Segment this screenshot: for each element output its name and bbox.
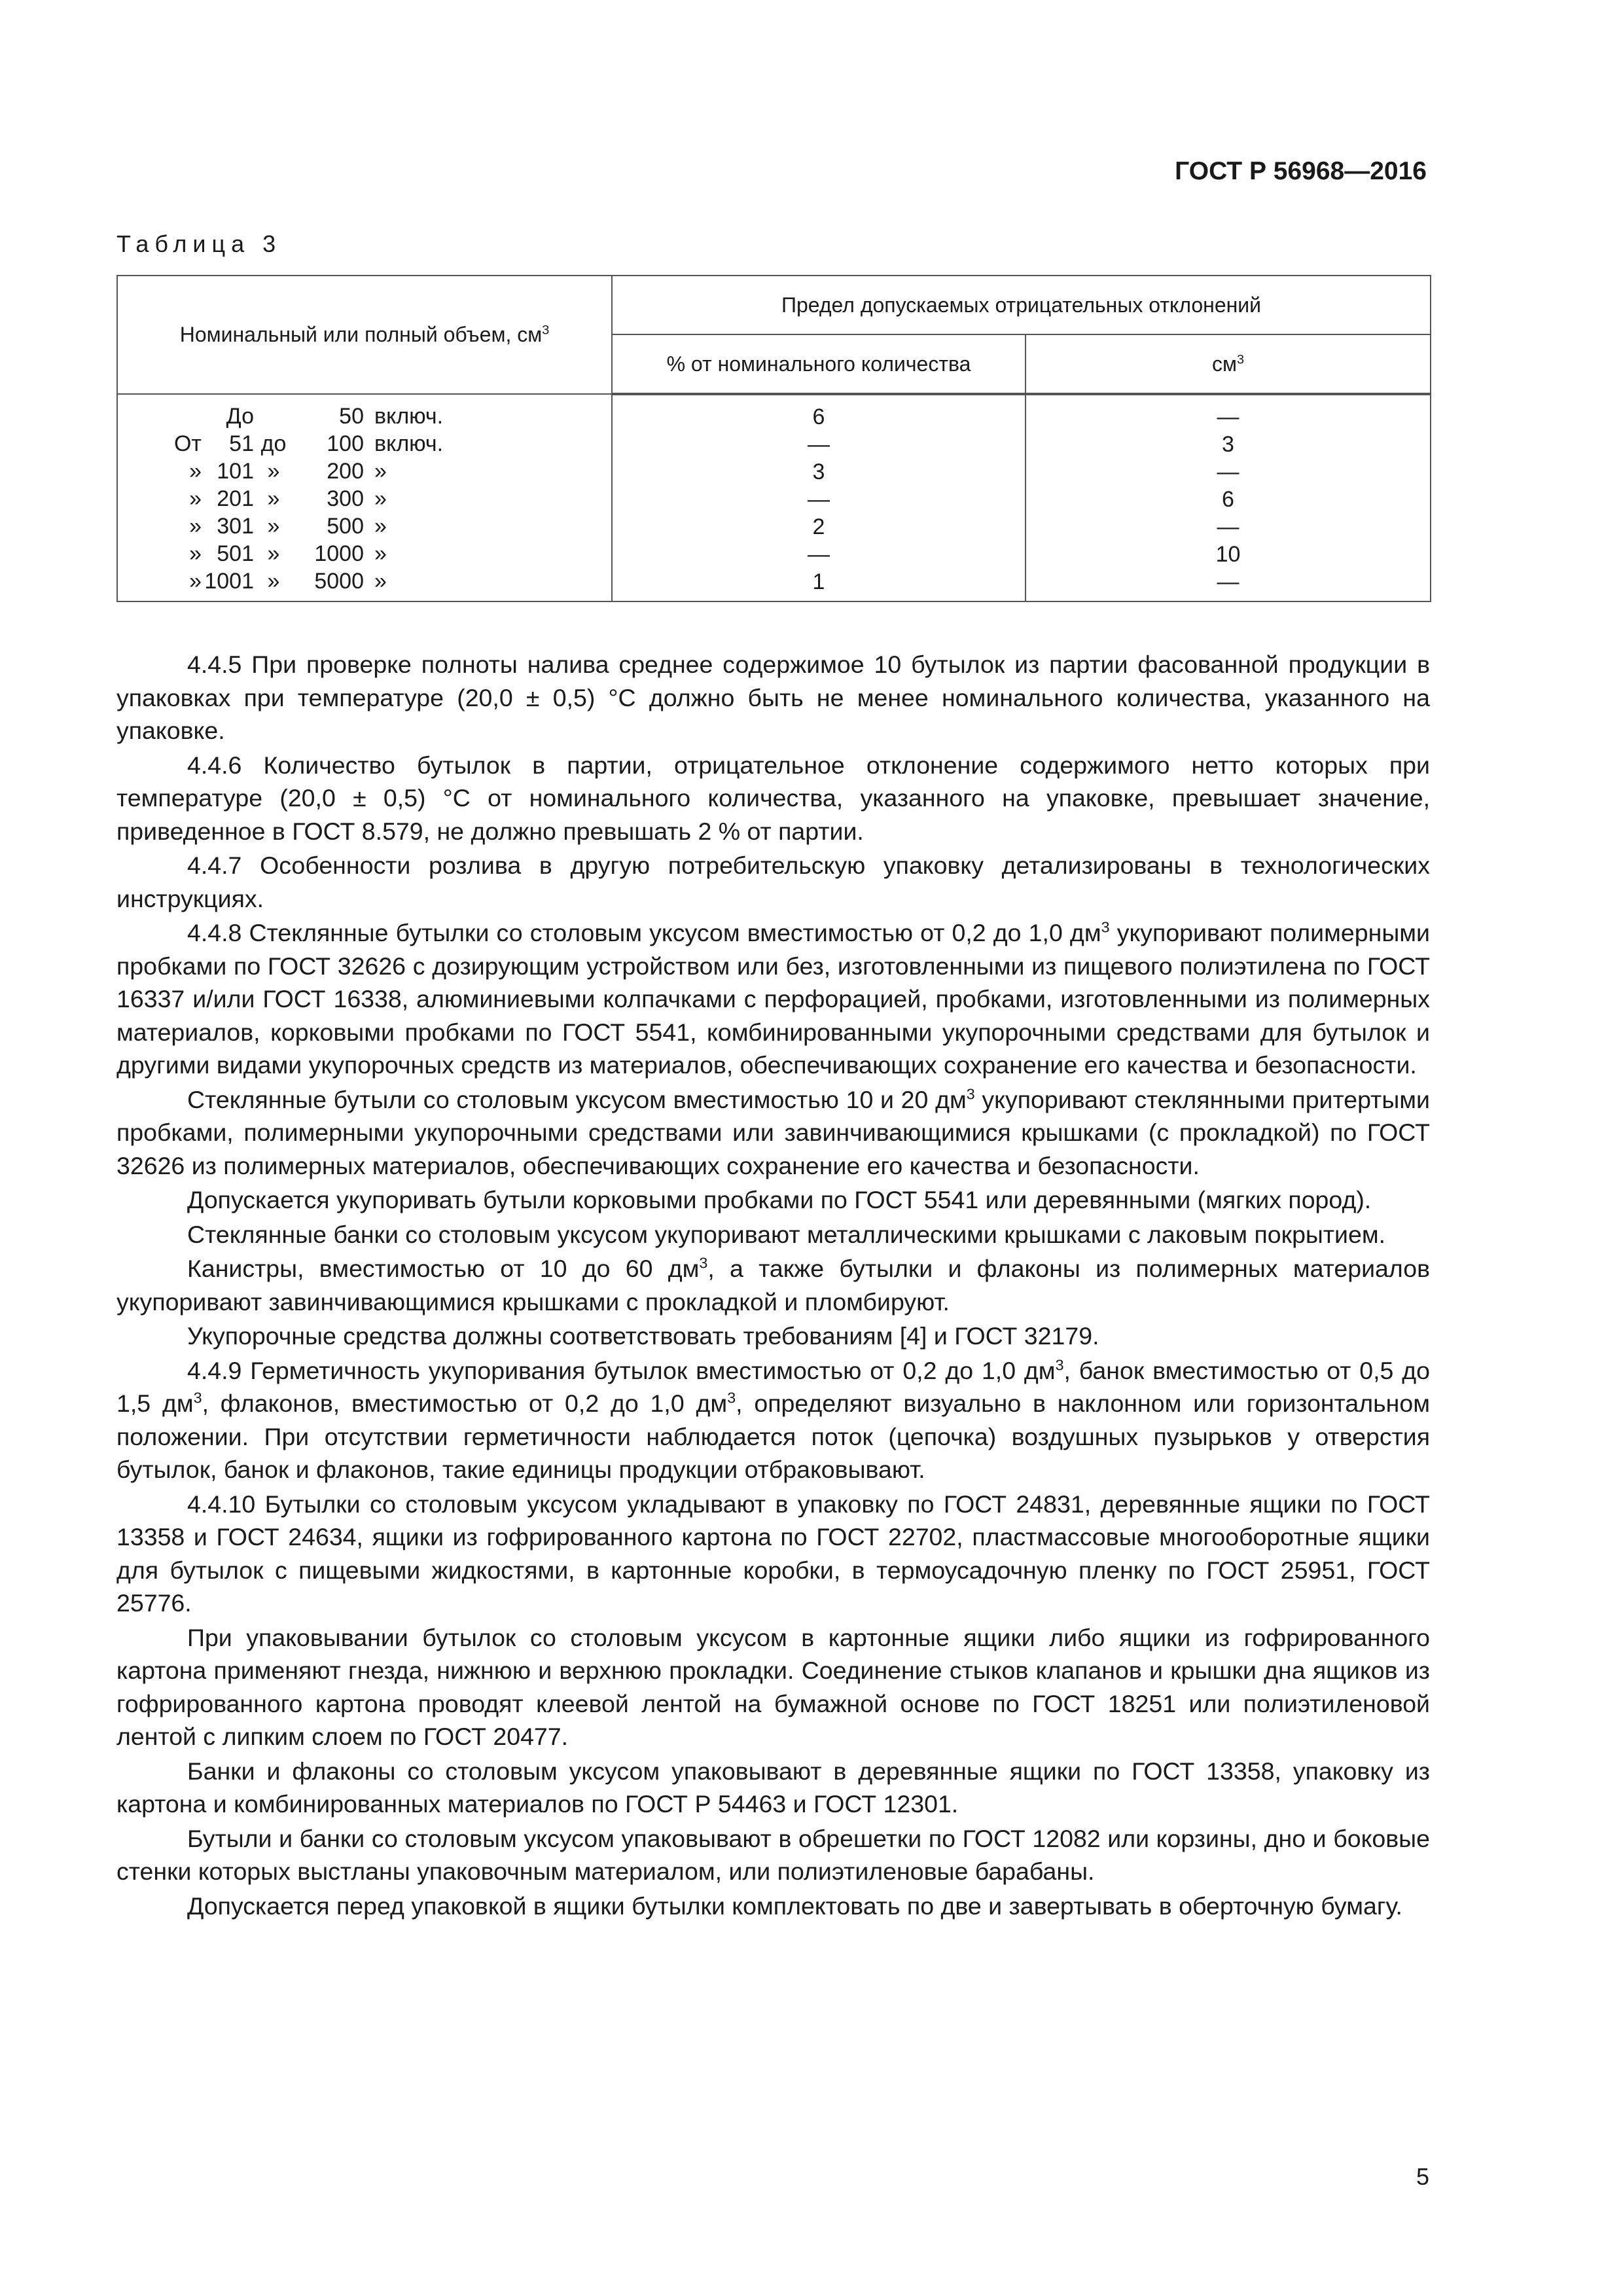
range-part: » bbox=[267, 569, 280, 594]
range-part: 501 bbox=[217, 541, 254, 566]
range-part: 300 bbox=[327, 486, 364, 511]
paragraph: Канистры, вместимостью от 10 до 60 $дм^3$, а также бутылки и флаконы из полимерных материалов укупоривают завинчивающимися крышками с прокладкой и пломбируют. bbox=[116, 1254, 1430, 1316]
cm-value: — bbox=[1217, 514, 1240, 539]
range-part: включ. bbox=[374, 431, 444, 456]
range-part bbox=[169, 403, 202, 430]
page-number: 5 bbox=[1416, 2163, 1429, 2190]
cm-value: 10 bbox=[1215, 542, 1241, 567]
range-part: » bbox=[374, 486, 387, 511]
cm-value: — bbox=[1217, 459, 1240, 484]
paragraph: 4.4.9 Герметичность укупоривания бутылок вместимостью от 0,2 до 1,0 $дм^3$, банок вместимостью от 0,5 до 1,5 $дм^3$, флаконов, вместимостью от 0,2 до 1,0 $дм^3$, определяют визуально в наклонном или горизонтальном положении. При отсутствии герметичности наблюдается поток (цепочка) воздушных пузырьков у отверстия бутылок, банок и флаконов, такие единицы продукции отбраковывают. bbox=[116, 1356, 1431, 1483]
range-part: » bbox=[374, 514, 387, 539]
tolerance-table bbox=[116, 275, 1431, 602]
table-caption: Таблица 3 bbox=[116, 230, 282, 257]
range-part: » bbox=[374, 541, 387, 566]
range-part bbox=[254, 403, 293, 430]
range-part: 101 bbox=[217, 459, 254, 484]
paragraph: 4.4.5 При проверке полноты налива среднее содержимое 10 бутылок из партии фасованной продукции в упаковках при температуре (20,0 ± 0,5) °С должно быть не менее номинального количества, указанного на упаковке. bbox=[116, 651, 1430, 744]
paragraph: Укупорочные средства должны соответствовать требованиям [4] и ГОСТ 32179. bbox=[187, 1322, 1099, 1350]
paragraph: Банки и флаконы со столовым уксусом упаковывают в деревянные ящики по ГОСТ 13358, упаковку из картона и комбинированных материалов по ГОСТ Р 54463 и ГОСТ 12301. bbox=[116, 1757, 1430, 1818]
range-part: » bbox=[189, 514, 202, 539]
percent-value: — bbox=[808, 487, 830, 512]
group-header: Предел допускаемых отрицательных отклонений bbox=[612, 276, 1431, 334]
range-part: » bbox=[374, 459, 387, 484]
range-part: » bbox=[189, 569, 202, 594]
range-part: 100 bbox=[327, 431, 364, 456]
paragraph: Допускается укупоривать бутыли корковыми пробками по ГОСТ 5541 или деревянными (мягких пород). bbox=[187, 1186, 1372, 1213]
range-part: 200 bbox=[327, 459, 364, 484]
percent-value: 3 bbox=[812, 459, 825, 484]
percent-value: 6 bbox=[812, 404, 825, 429]
paragraph: 4.4.10 Бутылки со столовым уксусом укладывают в упаковку по ГОСТ 24831, деревянные ящики по ГОСТ 13358 и ГОСТ 24634, ящики из гофрированного картона по ГОСТ 22702, пластмассовые многооборотные ящики для бутылок с пищевыми жидкостями, в картонные коробки, в термоусадочную пленку по ГОСТ 25951, ГОСТ 25776. bbox=[116, 1490, 1430, 1617]
range-part: включ. bbox=[374, 404, 444, 429]
percent-value: — bbox=[808, 432, 830, 457]
paragraph: 4.4.7 Особенности розлива в другую потребительскую упаковку детализированы в технологических инструкциях. bbox=[116, 852, 1430, 912]
col-volume-header: Номинальный или полный объем, $см^3$ bbox=[117, 276, 612, 394]
percent-value: 2 bbox=[812, 514, 825, 539]
range-part: 1000 bbox=[314, 541, 364, 566]
range-part: до bbox=[260, 431, 287, 456]
paragraph: Бутыли и банки со столовым уксусом упаковывают в обрешетки по ГОСТ 12082 или корзины, дно и боковые стенки которых выстланы упаковочным материалом, или полиэтиленовые барабаны. bbox=[116, 1824, 1430, 1885]
percent-values-cell bbox=[612, 394, 1026, 601]
range-part: » bbox=[267, 514, 280, 539]
document-body bbox=[116, 648, 1430, 1924]
paragraph: При упаковывании бутылок со столовым уксусом в картонные ящики либо ящики из гофрированного картона применяют гнезда, нижнюю и верхнюю прокладки. Соединение стыков клапанов и крышки дна ящиков из гофрированного картона проводят клеевой лентой на бумажной основе по ГОСТ 18251 или полиэтиленовой лентой с липким слоем по ГОСТ 20477. bbox=[116, 1623, 1430, 1750]
percent-value: 1 bbox=[812, 569, 825, 594]
cm-values-cell bbox=[1026, 394, 1431, 601]
col-percent-header: % от номинального количества bbox=[612, 334, 1026, 394]
range-part: 201 bbox=[217, 486, 254, 511]
range-part: » bbox=[189, 541, 202, 566]
range-part: 500 bbox=[327, 514, 364, 539]
range-part: До bbox=[226, 404, 254, 429]
paragraph: 4.4.8 Стеклянные бутылки со столовым уксусом вместимостью от 0,2 до 1,0 $дм^3$ укупоривают полимерными пробками по ГОСТ 32626 с дозирующим устройством или без, изготовленными из пищевого полиэтилена по ГОСТ 16337 и/или ГОСТ 16338, алюминиевыми колпачками с перфорацией, пробками, изготовленными из полимерных материалов, корковыми пробками по ГОСТ 5541, комбинированными укупорочными средствами для бутылок и другими видами укупорочных средств из материалов, обеспечивающих сохранение его качества и безопасности. bbox=[116, 918, 1431, 1079]
range-part: » bbox=[267, 541, 280, 566]
cm-value: 6 bbox=[1222, 487, 1234, 512]
paragraph: Стеклянные банки со столовым уксусом укупоривают металлическими крышками с лаковым покрытием. bbox=[187, 1220, 1386, 1248]
document-id: ГОСТ Р 56968—2016 bbox=[1175, 157, 1427, 185]
range-part: » bbox=[189, 459, 202, 484]
cm-value: — bbox=[1217, 404, 1240, 429]
range-part: 301 bbox=[217, 514, 254, 539]
range-part: От bbox=[173, 431, 202, 456]
paragraph: Стеклянные бутыли со столовым уксусом вместимостью 10 и 20 $дм^3$ укупоривают стеклянными притертыми пробками, полимерными укупорочными средствами или завинчивающимися крышками (с прокладкой) по ГОСТ 32626 из полимерных материалов, обеспечивающих сохранение его качества и безопасности. bbox=[116, 1085, 1431, 1179]
percent-value: — bbox=[808, 542, 830, 567]
range-part: » bbox=[189, 486, 202, 511]
range-part: 1001 bbox=[204, 569, 254, 594]
range-part: 51 bbox=[229, 431, 254, 456]
cm-value: — bbox=[1217, 569, 1240, 594]
range-part: » bbox=[374, 569, 387, 594]
paragraph: 4.4.6 Количество бутылок в партии, отрицательное отклонение содержимого нетто которых при температуре (20,0 ± 0,5) °С от номинального количества, указанного на упаковке, превышает значение, приведенное в ГОСТ 8.579, не должно превышать 2 % от партии. bbox=[116, 751, 1430, 845]
range-part: 5000 bbox=[314, 569, 364, 594]
range-part: » bbox=[267, 459, 280, 484]
cm-value: 3 bbox=[1222, 432, 1234, 457]
range-part: » bbox=[267, 486, 280, 511]
range-part: 50 bbox=[339, 404, 364, 429]
volume-ranges-cell bbox=[117, 394, 612, 601]
paragraph: Допускается перед упаковкой в ящики бутылки комплектовать по две и завертывать в оберточную бумагу. bbox=[187, 1892, 1402, 1920]
col-cm-header: $см^3$ bbox=[1026, 334, 1431, 394]
